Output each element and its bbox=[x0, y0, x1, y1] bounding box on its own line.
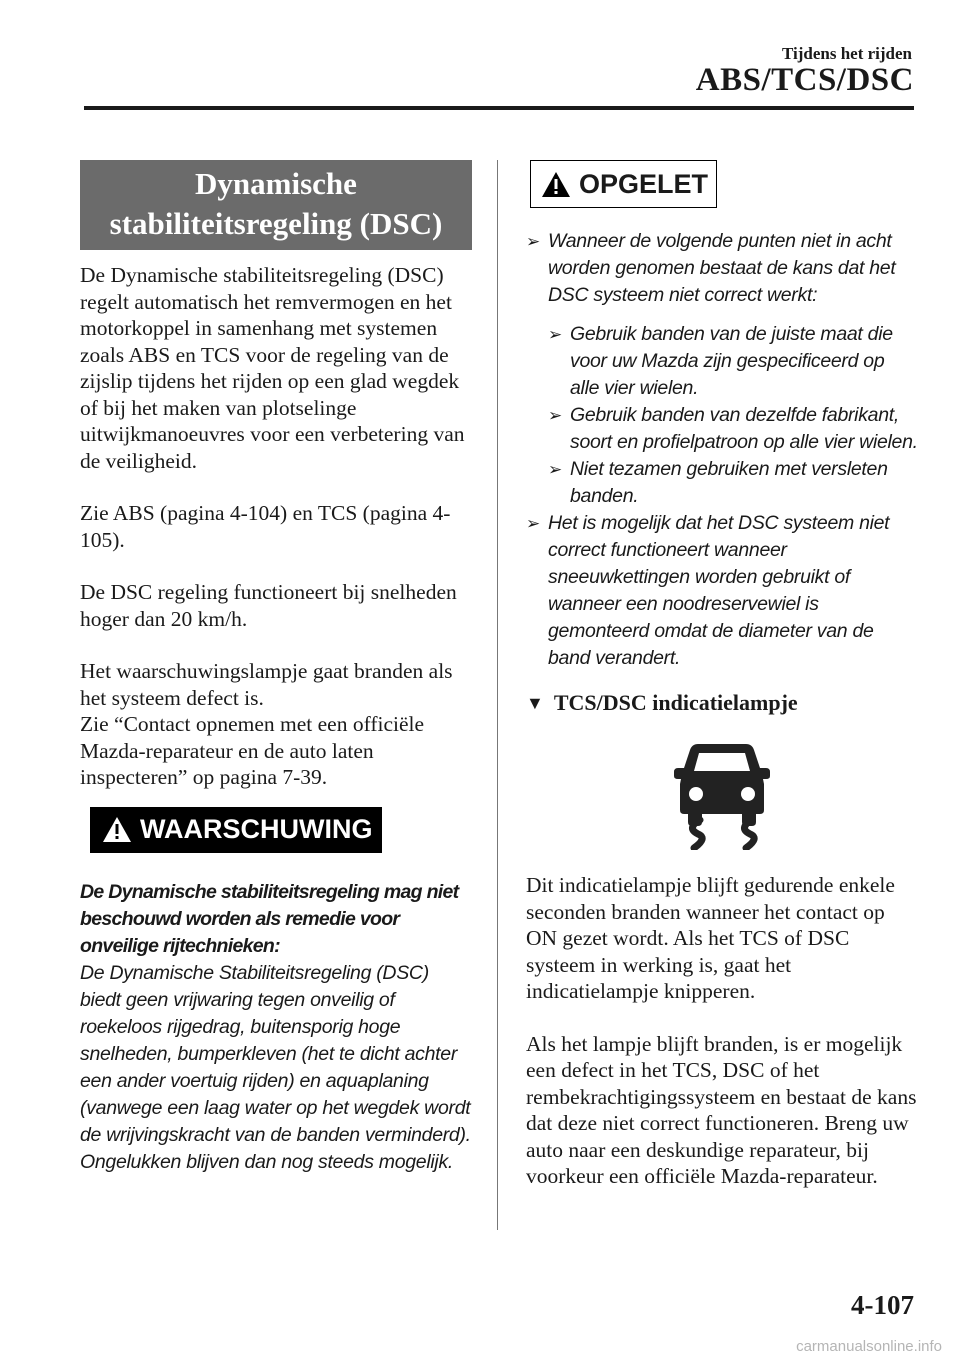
arrow-bullet-icon: ➢ bbox=[526, 514, 540, 533]
caution-label: OPGELET bbox=[579, 168, 709, 199]
paragraph: Zie ABS (pagina 4-104) en TCS (pagina 4-105). bbox=[80, 501, 451, 552]
warning-triangle-icon bbox=[102, 816, 132, 843]
arrow-bullet-icon: ➢ bbox=[526, 232, 540, 251]
page-number: 4-107 bbox=[851, 1290, 914, 1320]
caution-bullet: ➢ Wanneer de volgende punten niet in acht worden genomen bestaat de kans dat het DSC systeem niet correct werkt: bbox=[526, 230, 896, 306]
header-chapter: Tijdens het rijden bbox=[781, 44, 912, 63]
header-section: ABS/TCS/DSC bbox=[695, 62, 914, 98]
paragraph: Dit indicatielampje blijft gedurende enkele seconden branden wanneer het contact op ON gezet wordt. Als het TCS of DSC systeem in werking is, gaat het indicatielampje knipperen. bbox=[526, 873, 895, 1003]
paragraph: Zie “Contact opnemen met een officiële Mazda-reparateur en de auto laten inspecteren” op pagina 7-39. bbox=[80, 712, 425, 789]
warning-text: De Dynamische Stabiliteitsregeling (DSC) biedt geen vrijwaring tegen onveilig of roekeloos rijgedrag, buitensporig hoge snelheden, bumperkleven (het te dicht achter een ander voertuig rijden) en aquaplaning (vanwege een laag water op het wegdek wordt de wrijvingskracht van de banden verminderd). Ongelukken blijven dan nog steeds mogelijk. bbox=[80, 961, 471, 1173]
left-column bbox=[80, 160, 472, 1176]
caution-sub-bullet: ➢ Gebruik banden van de juiste maat die voor uw Mazda zijn gespecificeerd op alle vier wielen. bbox=[548, 323, 893, 399]
paragraph: Als het lampje blijft branden, is er mogelijk een defect in het TCS, DSC of het rembekrachtigingssysteem en bestaat de kans dat deze niet correct functioneren. Breng uw auto naar een deskundige reparateur, bij voorkeur een officiële Mazda-reparateur. bbox=[526, 1031, 917, 1188]
column-divider bbox=[497, 160, 498, 1230]
warning-bold-text: De Dynamische stabiliteitsregeling mag niet beschouwd worden als remedie voor onveilige rijtechnieken: bbox=[80, 880, 459, 957]
warning-box bbox=[90, 807, 382, 853]
right-column bbox=[526, 160, 918, 1190]
header-rule bbox=[84, 106, 914, 110]
section-title: Dynamische stabiliteitsregeling (DSC) bbox=[80, 160, 472, 250]
caution-sub-bullet: ➢ Niet tezamen gebruiken met versleten banden. bbox=[548, 458, 888, 507]
arrow-bullet-icon: ➢ bbox=[548, 460, 562, 479]
skidding-car-icon bbox=[672, 738, 772, 850]
warning-label: WAARSCHUWING bbox=[140, 814, 373, 844]
caution-triangle-icon bbox=[541, 171, 571, 198]
caution-bullet: ➢ Het is mogelijk dat het DSC systeem niet correct functioneert wanneer sneeuwkettingen worden gebruikt of wanneer een noodreservewiel is gemonteerd omdat de diameter van de band verandert. bbox=[526, 512, 890, 669]
footer-link[interactable]: carmanualsonline.info bbox=[796, 1338, 942, 1355]
triangle-down-icon: ▼ bbox=[526, 692, 544, 713]
arrow-bullet-icon: ➢ bbox=[548, 325, 562, 344]
caution-sub-bullet: ➢ Gebruik banden van dezelfde fabrikant, soort en profielpatroon op alle vier wielen. bbox=[548, 404, 918, 453]
caution-box bbox=[530, 160, 717, 208]
arrow-bullet-icon: ➢ bbox=[548, 406, 562, 425]
paragraph: De Dynamische stabiliteitsregeling (DSC) regelt automatisch het remvermogen en het motorkoppel in samenhang met systemen zoals ABS en TCS voor de regeling van de zijslip tijdens het rijden op een glad wegdek of bij het maken van plotselinge uitwijkmanoeuvres voor een verbetering van de veiligheid. bbox=[80, 263, 465, 473]
paragraph: Het waarschuwingslampje gaat branden als het systeem defect is. bbox=[80, 659, 453, 710]
paragraph: De DSC regeling functioneert bij snelheden hoger dan 20 km/h. bbox=[80, 580, 457, 631]
subheading: ▼ TCS/DSC indicatielampje bbox=[526, 690, 798, 715]
